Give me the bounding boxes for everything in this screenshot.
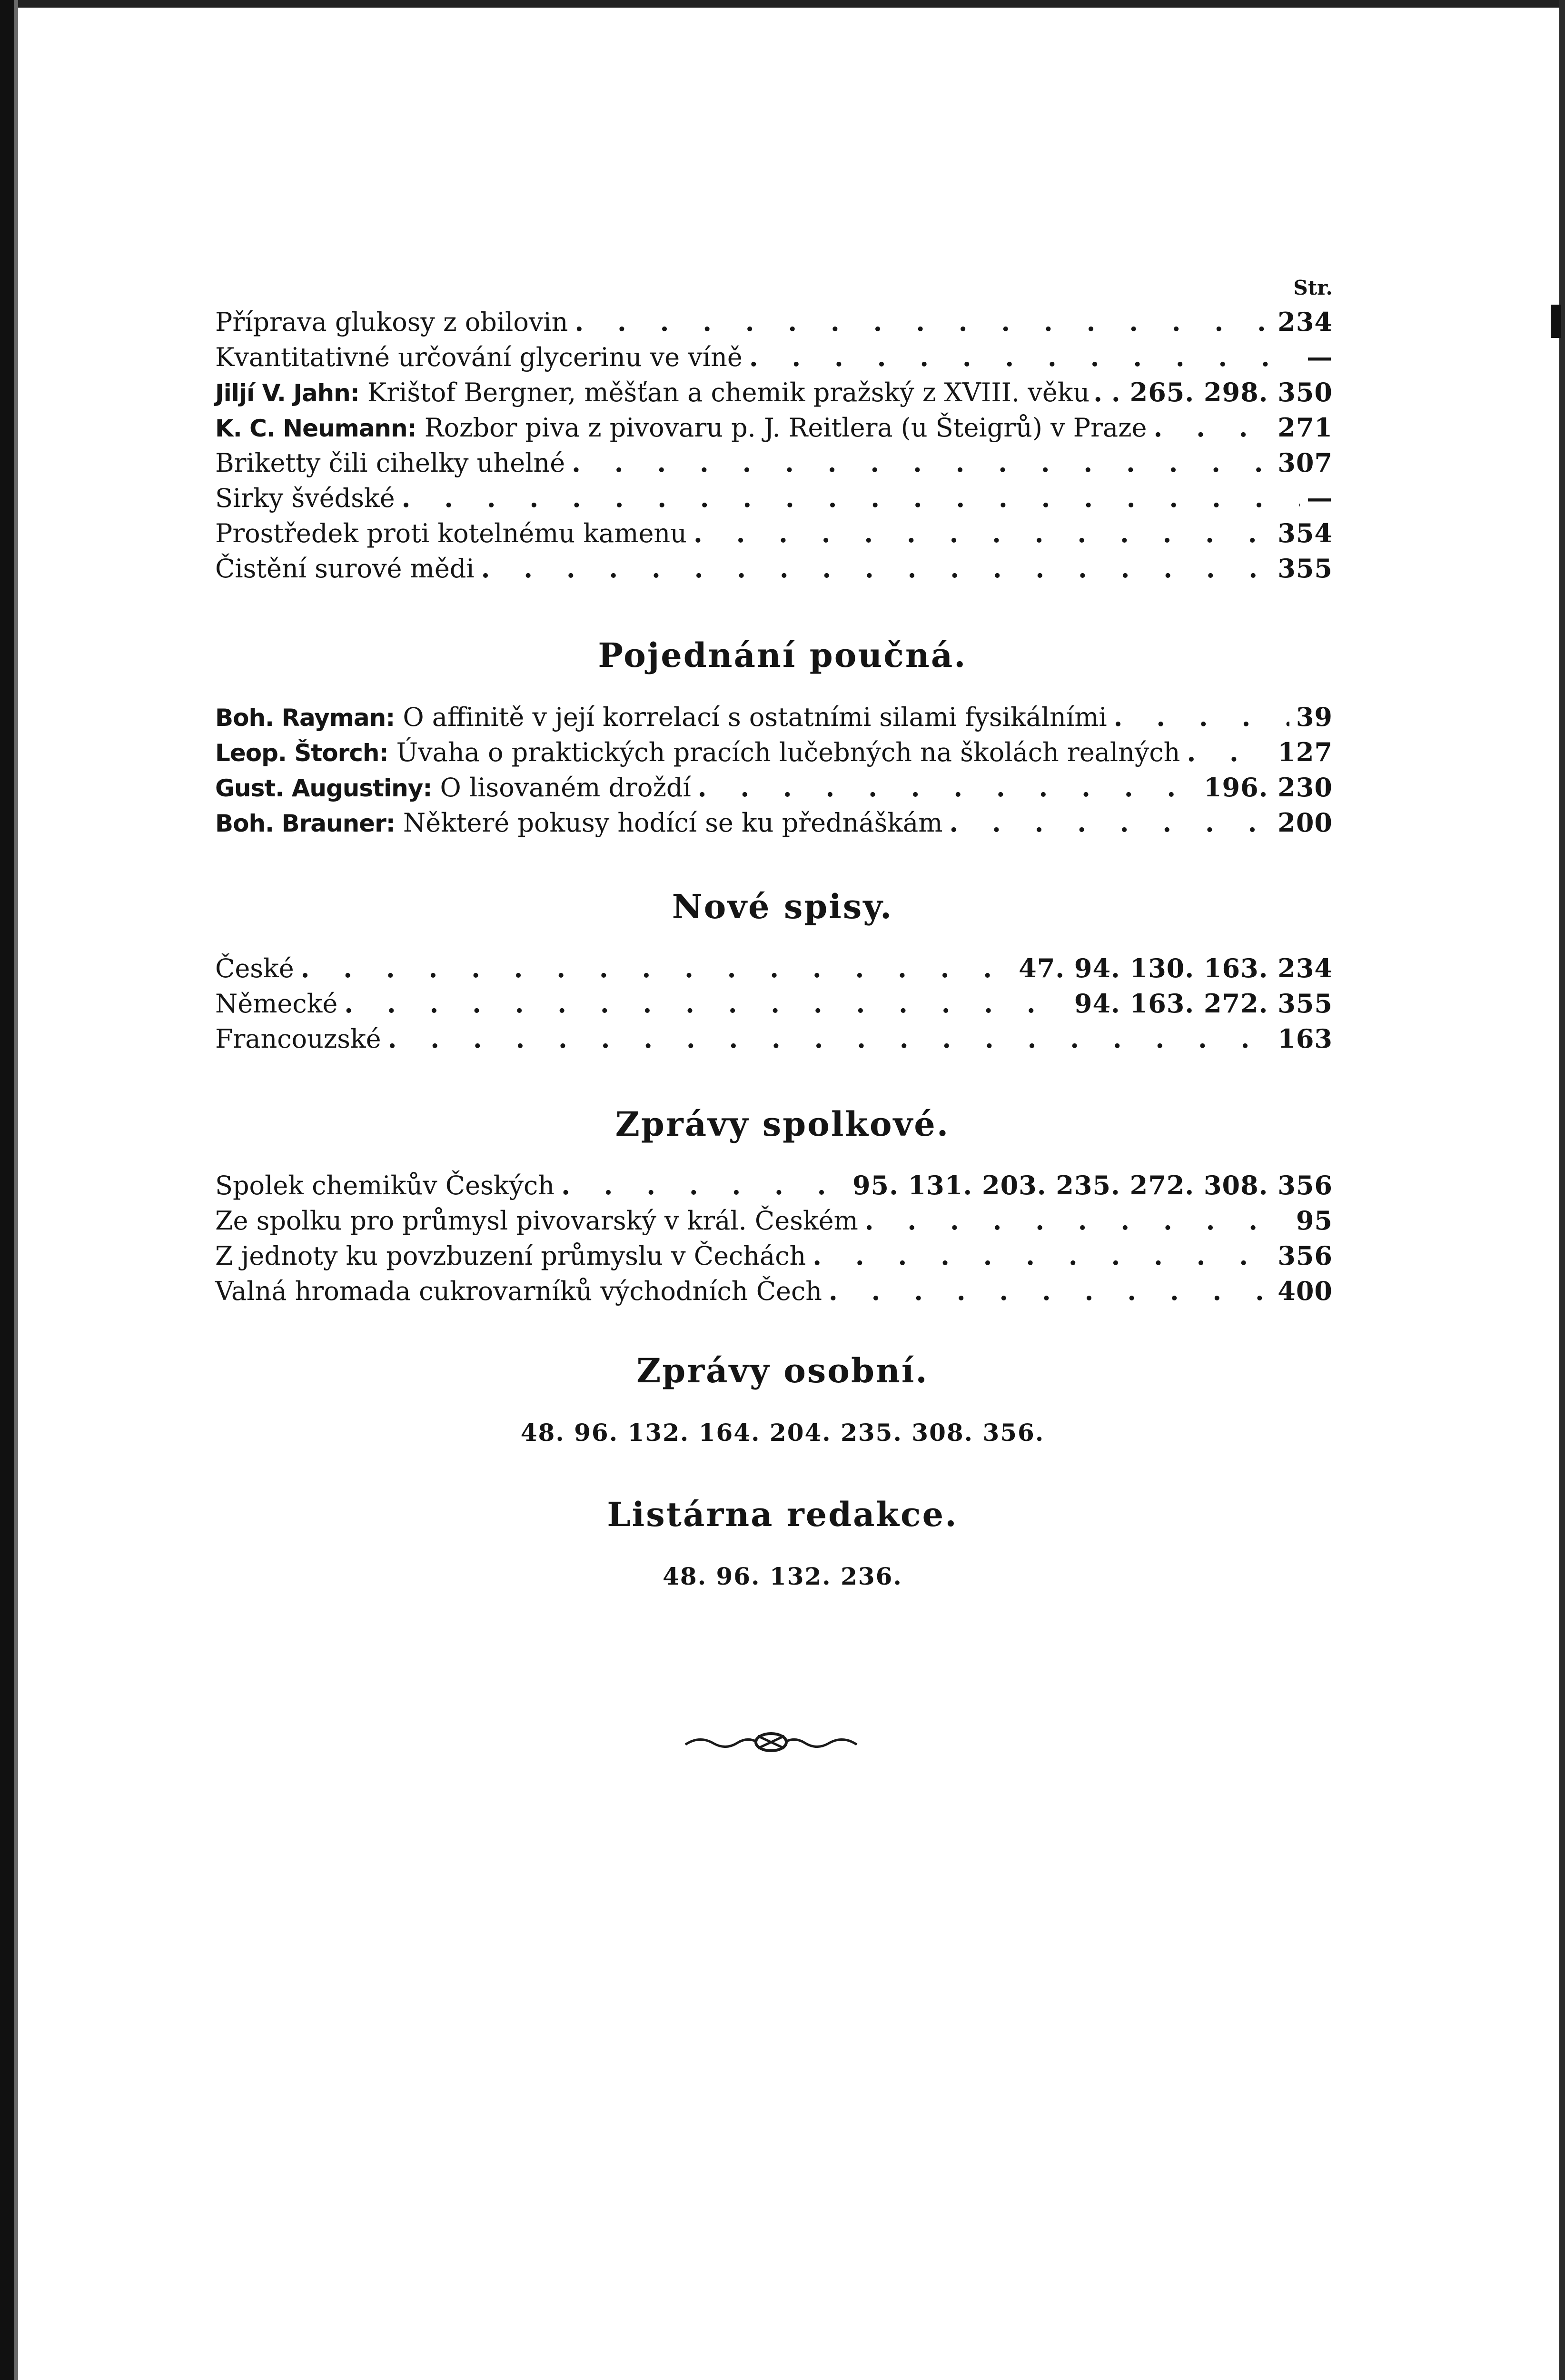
entry-pages: 200 [1278,807,1333,838]
entry-title: Sirky švédské [215,483,395,513]
scan-edge-right [1559,0,1565,2380]
ornament-divider-icon [681,1726,862,1759]
entry-pages: 307 [1278,447,1333,478]
leader-dots [344,985,1068,1021]
entry-pages: 94. 163. 272. 355 [1074,988,1333,1019]
entry-pages: 127 [1278,737,1333,767]
toc-entry [215,1202,1333,1239]
toc-entry [215,374,1333,410]
pages-column-label: Str. [1293,276,1333,299]
leader-dots [1093,374,1126,410]
section-heading: Zprávy spolkové. [615,1104,950,1144]
entry-pages: 163 [1278,1023,1333,1054]
toc-entry [215,339,1333,375]
entry-pages: 400 [1278,1276,1333,1306]
entry-title: Ze spolku pro průmysl pivovarský v král. Českém [215,1206,858,1236]
leader-dots [561,1167,846,1203]
entry-title: Čistění surové mědi [215,554,475,584]
entry-title: Spolek chemikův Českých [215,1170,555,1200]
entry-title: Některé pokusy hodící se ku přednáškám [403,808,943,838]
entry-pages: — [1307,342,1333,372]
entry-pages: 196. 230 [1203,772,1333,803]
section-heading: Listárna redakce. [607,1495,958,1534]
leader-dots [574,304,1271,340]
entry-author: Gust. Augustiny: [215,774,432,802]
leader-dots [1114,699,1289,735]
section-heading: Pojednání poučná. [598,635,967,675]
entry-pages: 39 [1296,702,1333,732]
entry-title: O lisovaném droždí [440,773,691,803]
toc-entry [215,550,1333,586]
leader-dots [402,480,1300,516]
section-heading: Nové spisy. [672,887,893,926]
entry-title: Krištof Bergner, měšťan a chemik pražský z XVIII. věku [367,377,1090,407]
entry-title: Francouzské [215,1024,381,1054]
toc-entry [215,804,1333,841]
leader-dots [481,550,1271,586]
entry-title: Valná hromada cukrovarníků východních Čech [215,1276,822,1306]
entry-title: Prostředek proti kotelnému kamenu [215,518,687,548]
entry-pages: 265. 298. 350 [1129,377,1333,407]
entry-pages: 95. 131. 203. 235. 272. 308. 356 [852,1170,1333,1200]
leader-dots [949,804,1271,841]
entry-author: K. C. Neumann: [215,415,416,442]
scan-edge-mark [1551,305,1561,338]
leader-dots [301,950,1012,986]
entry-title: Z jednoty ku povzbuzení průmyslu v Čechách [215,1241,806,1271]
leader-dots [572,445,1271,481]
page-numbers-line: 48. 96. 132. 164. 204. 235. 308. 356. [520,1418,1045,1447]
toc-entry [215,445,1333,481]
scan-edge-left-shadow [14,0,18,2380]
toc-entry [215,1238,1333,1274]
entry-title: Rozbor piva z pivovaru p. J. Reitlera (u Šteigrů) v Praze [424,413,1147,443]
toc-entry [215,1273,1333,1309]
entry-author: Boh. Brauner: [215,810,395,837]
entry-title: Kvantitativné určování glycerinu ve víně [215,342,743,372]
entry-pages: 271 [1278,412,1333,443]
leader-dots [749,339,1300,375]
leader-dots [829,1273,1271,1309]
toc-entry [215,734,1333,770]
toc-entry [215,480,1333,516]
leader-dots [1187,734,1271,770]
leader-dots [812,1238,1271,1274]
entry-title: O affinitě v její korrelací s ostatními silami fysikálními [403,702,1107,732]
entry-title: Příprava glukosy z obilovin [215,307,568,337]
toc-entry [215,515,1333,551]
entry-title: Německé [215,989,338,1019]
leader-dots [698,769,1197,805]
entry-title: Briketty čili cihelky uhelné [215,448,565,478]
page-numbers-line: 48. 96. 132. 236. [663,1562,902,1590]
entry-pages: — [1307,483,1333,513]
toc-entry [215,950,1333,986]
section-heading: Zprávy osobní. [636,1351,929,1390]
entry-pages: 354 [1278,518,1333,548]
entry-author: Boh. Rayman: [215,704,395,732]
leader-dots [388,1021,1271,1057]
toc-entry [215,409,1333,446]
entry-title: Úvaha o praktických pracích lučebných na školách realných [396,737,1180,767]
toc-entry [215,1021,1333,1057]
entry-pages: 355 [1278,553,1333,584]
entry-author: Jiljí V. Jahn: [215,379,359,407]
toc-entry [215,985,1333,1021]
entry-author: Leop. Štorch: [215,739,388,767]
entry-pages: 356 [1278,1240,1333,1271]
entry-pages: 95 [1296,1205,1333,1236]
toc-entry [215,304,1333,340]
scan-edge-top [0,0,1565,8]
entry-pages: 234 [1278,307,1333,337]
leader-dots [1154,409,1271,446]
toc-entry [215,769,1333,805]
entry-title: České [215,953,294,983]
scan-edge-left [0,0,14,2380]
toc-entry [215,1167,1333,1203]
entry-pages: 47. 94. 130. 163. 234 [1019,953,1333,983]
leader-dots [693,515,1271,551]
leader-dots [865,1202,1289,1239]
toc-entry [215,699,1333,735]
